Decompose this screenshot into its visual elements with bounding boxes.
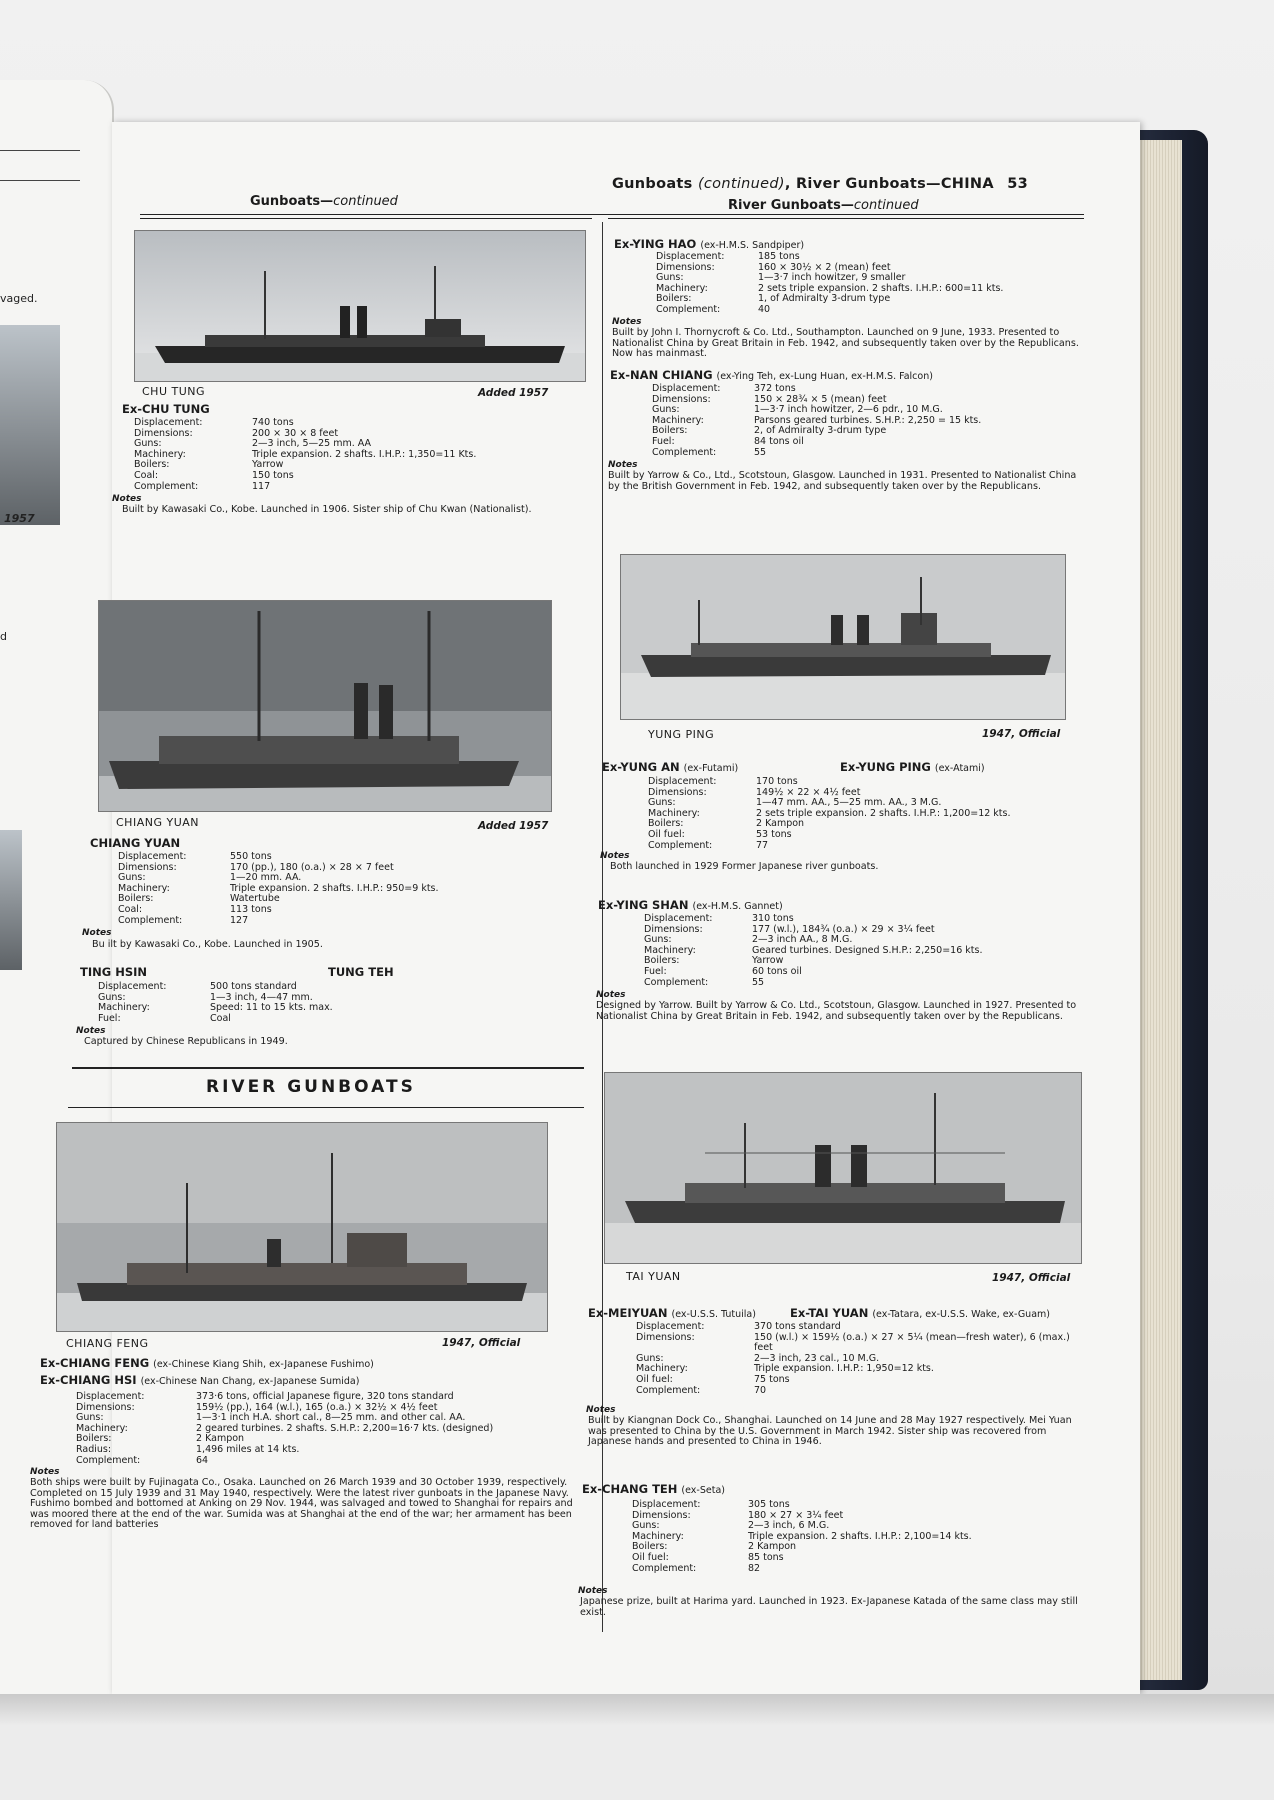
photo-credit: Added 1957 bbox=[478, 387, 549, 399]
spec-value: 75 tons bbox=[754, 1373, 790, 1385]
spec-key: Machinery: bbox=[648, 807, 700, 819]
spec-row bbox=[652, 437, 1082, 448]
spec-key: Dimensions: bbox=[632, 1509, 691, 1521]
ship-former-names: (ex-H.M.S. Gannet) bbox=[692, 901, 783, 912]
notes-text: Captured by Chinese Republicans in 1949. bbox=[84, 1036, 288, 1047]
spec-value: Triple expansion. 2 shafts. I.H.P.: 2,100=14 kts. bbox=[748, 1530, 972, 1542]
spec-value: 2 Kampon bbox=[756, 818, 805, 830]
spec-table bbox=[656, 252, 1076, 316]
spec-row bbox=[98, 1003, 578, 1014]
section-head-gunboats bbox=[250, 194, 398, 209]
spec-row bbox=[134, 482, 584, 493]
spec-value: 2 Kampon bbox=[196, 1433, 245, 1445]
spec-row bbox=[636, 1386, 1086, 1397]
spec-key: Boilers: bbox=[644, 955, 680, 967]
ship-former-names: (ex-Chinese Kiang Shih, ex-Japanese Fushimo) bbox=[153, 1359, 374, 1370]
spec-key: Complement: bbox=[652, 446, 717, 458]
spec-value: 370 tons standard bbox=[754, 1321, 841, 1332]
spec-key: Machinery: bbox=[652, 414, 704, 426]
spec-key: Guns: bbox=[636, 1352, 664, 1364]
spec-table bbox=[134, 418, 584, 492]
spec-row bbox=[648, 830, 1084, 841]
spec-table bbox=[118, 852, 588, 926]
photo-credit: Added 1957 bbox=[478, 820, 549, 832]
spec-key: Boilers: bbox=[652, 425, 688, 437]
photo-credit: 1947, Official bbox=[992, 1272, 1071, 1284]
prev-photo bbox=[0, 830, 22, 970]
spec-key: Dimensions: bbox=[134, 427, 193, 439]
spec-row bbox=[118, 884, 588, 895]
spec-key: Guns: bbox=[134, 438, 162, 450]
ship-title: TUNG TEH bbox=[328, 965, 394, 979]
spec-key: Boilers: bbox=[632, 1541, 668, 1553]
spec-row bbox=[636, 1364, 1086, 1375]
notes-text: Built by Yarrow & Co., Ltd., Scotstoun, Glasgow. Launched in 1931. Presented to Nationalist China by the British Government in Feb. 1942, and subsequently taken over by the Republicans. bbox=[608, 470, 1077, 492]
section-head-italic: continued bbox=[853, 198, 919, 213]
spec-value: 159½ (pp.), 164 (w.l.), 165 (o.a.) × 32½ × 4½ feet bbox=[196, 1401, 438, 1413]
notes-label: Notes bbox=[596, 990, 626, 1000]
spec-key: Dimensions: bbox=[652, 393, 711, 405]
notes-text: Built by John I. Thornycroft & Co. Ltd., Southampton. Launched on 9 June, 1933. Presented to Nationalist China by Great Britain in Feb. 1942, and subsequently taken over by the Republicans. Now has mainmast. bbox=[612, 327, 1079, 360]
spec-row bbox=[636, 1333, 1086, 1354]
spec-value: 2—3 inch AA., 8 M.G. bbox=[752, 934, 853, 946]
spec-row bbox=[656, 305, 1076, 316]
spec-row bbox=[652, 448, 1082, 459]
section-head-bold: River Gunboats— bbox=[728, 198, 854, 213]
photo-caption: CHIANG FENG bbox=[66, 1337, 149, 1350]
spec-value: 1—3·7 inch howitzer, 2—6 pdr., 10 M.G. bbox=[754, 404, 943, 416]
spec-key: Guns: bbox=[98, 991, 126, 1003]
spec-key: Guns: bbox=[652, 404, 680, 416]
photo-credit: 1947, Official bbox=[982, 728, 1061, 740]
notes-label: Notes bbox=[30, 1467, 60, 1477]
spec-row bbox=[648, 777, 1084, 788]
prev-rule bbox=[0, 150, 80, 151]
spec-value: 170 tons bbox=[756, 776, 798, 787]
spec-key: Machinery: bbox=[644, 944, 696, 956]
section-rule bbox=[608, 218, 1084, 219]
running-head-continued: (continued) bbox=[697, 176, 785, 192]
spec-value: 84 tons oil bbox=[754, 435, 804, 447]
spec-value: Watertube bbox=[230, 893, 280, 905]
spec-key: Complement: bbox=[656, 303, 721, 315]
spec-row bbox=[644, 914, 1084, 925]
spec-key: Oil fuel: bbox=[636, 1373, 673, 1385]
spec-value: 2 geared turbines. 2 shafts. S.H.P.: 2,200=16·7 kts. (designed) bbox=[196, 1422, 494, 1434]
ship-title bbox=[582, 1482, 725, 1496]
spec-key: Complement: bbox=[118, 914, 183, 926]
ship-title: Ex-CHU TUNG bbox=[122, 402, 210, 416]
spec-row bbox=[76, 1445, 586, 1456]
book-page bbox=[30, 122, 1140, 1694]
spec-table bbox=[644, 914, 1084, 988]
spec-key: Guns: bbox=[656, 272, 684, 284]
spec-row bbox=[644, 967, 1084, 978]
spec-value: 305 tons bbox=[748, 1499, 790, 1510]
notes-text: Built by Kiangnan Dock Co., Shanghai. Launched on 14 June and 28 May 1927 respectively. Mei Yuan was presented to China by the U.S. Government in March 1942. Sister ship was recovered from Japanese hands and presented to China in 1946. bbox=[588, 1415, 1072, 1448]
ship-title bbox=[598, 898, 783, 912]
spec-value: 1—3 inch, 4—47 mm. bbox=[210, 991, 313, 1003]
notes-text: Japanese prize, built at Harima yard. Launched in 1923. Ex-Japanese Katada of the same class may still exist. bbox=[580, 1596, 1078, 1618]
spec-value: 550 tons bbox=[230, 851, 272, 862]
notes-text: Designed by Yarrow. Built by Yarrow & Co. Ltd., Scotstoun, Glasgow. Launched in 1927. Presented to Nationalist China by Great Britain in Feb. 1942, and subsequently taken over by the Republicans. bbox=[596, 1000, 1077, 1022]
spec-value: 1, of Admiralty 3-drum type bbox=[758, 293, 891, 305]
notes-text: Bu ilt by Kawasaki Co., Kobe. Launched in 1905. bbox=[92, 939, 323, 950]
spec-table bbox=[98, 982, 578, 1024]
spec-key: Displacement: bbox=[98, 981, 167, 992]
ship-former-names: (ex-Seta) bbox=[681, 1485, 725, 1496]
spec-table bbox=[648, 777, 1084, 851]
spec-row bbox=[644, 946, 1084, 957]
spec-value: Yarrow bbox=[752, 955, 784, 967]
spec-row bbox=[134, 471, 584, 482]
spec-key: Machinery: bbox=[656, 282, 708, 294]
spec-value: 149½ × 22 × 4½ feet bbox=[756, 786, 861, 798]
spec-row bbox=[118, 894, 588, 905]
spec-row bbox=[98, 1014, 578, 1025]
running-head-title: Gunboats bbox=[611, 176, 693, 192]
ship-name: Ex-MEIYUAN bbox=[588, 1306, 668, 1320]
spec-table bbox=[76, 1392, 586, 1466]
ship-name: Ex-YUNG PING bbox=[840, 760, 931, 774]
spec-row bbox=[632, 1511, 1088, 1522]
ship-name: Ex-YUNG AN bbox=[602, 760, 680, 774]
ship-name: Ex-YING HAO bbox=[614, 237, 697, 251]
spec-row bbox=[632, 1532, 1088, 1543]
spec-value: 2 Kampon bbox=[748, 1541, 797, 1553]
ship-name: Ex-YING SHAN bbox=[598, 898, 689, 912]
spec-row bbox=[644, 925, 1084, 936]
ship-title: TING HSIN bbox=[80, 965, 148, 979]
spec-value: 160 × 30½ × 2 (mean) feet bbox=[758, 261, 891, 273]
spec-row bbox=[632, 1500, 1088, 1511]
ship-title bbox=[588, 1306, 756, 1320]
spec-key: Displacement: bbox=[644, 913, 713, 924]
spec-value: 1—20 mm. AA. bbox=[230, 872, 302, 884]
spec-key: Oil fuel: bbox=[648, 828, 685, 840]
photo-caption: CHIANG YUAN bbox=[116, 816, 199, 829]
ship-photo-chiang-feng bbox=[56, 1122, 548, 1332]
spec-key: Displacement: bbox=[656, 251, 725, 262]
photo-caption: CHU TUNG bbox=[142, 385, 206, 398]
heading-rule bbox=[68, 1107, 584, 1108]
spec-value: Triple expansion. 2 shafts. I.H.P.: 950=9 kts. bbox=[230, 882, 439, 894]
spec-key: Complement: bbox=[134, 480, 199, 492]
spec-value: Triple expansion. I.H.P.: 1,950=12 kts. bbox=[754, 1363, 934, 1375]
heading-rule bbox=[72, 1067, 584, 1069]
ship-photo-chiang-yuan bbox=[98, 600, 552, 812]
spec-key: Complement: bbox=[76, 1454, 141, 1466]
spec-table bbox=[632, 1500, 1088, 1574]
spec-row bbox=[134, 450, 584, 461]
spec-key: Dimensions: bbox=[644, 923, 703, 935]
spec-value: 117 bbox=[252, 480, 271, 492]
spec-value: 500 tons standard bbox=[210, 981, 297, 992]
spec-value: 55 bbox=[754, 446, 767, 458]
notes-text: Built by Kawasaki Co., Kobe. Launched in 1906. Sister ship of Chu Kwan (Nationalist). bbox=[122, 504, 532, 515]
spec-row bbox=[644, 956, 1084, 967]
prev-photo bbox=[0, 325, 60, 525]
spec-key: Machinery: bbox=[118, 882, 170, 894]
running-head bbox=[612, 176, 1028, 192]
spec-key: Complement: bbox=[648, 839, 713, 851]
ship-name: Ex-NAN CHIANG bbox=[610, 368, 713, 382]
section-head-italic: continued bbox=[333, 194, 398, 209]
spec-row bbox=[118, 852, 588, 863]
spec-key: Fuel: bbox=[644, 965, 667, 977]
spec-value: Coal bbox=[210, 1012, 231, 1024]
ship-title: CHIANG YUAN bbox=[90, 836, 181, 850]
spec-value: 85 tons bbox=[748, 1551, 784, 1563]
ship-title bbox=[614, 237, 804, 251]
spec-value: 150 × 28¾ × 5 (mean) feet bbox=[754, 393, 887, 405]
spec-value: Parsons geared turbines. S.H.P.: 2,250 = 15 kts. bbox=[754, 414, 982, 426]
spec-key: Machinery: bbox=[632, 1530, 684, 1542]
ship-name: Ex-CHIANG HSI bbox=[40, 1373, 137, 1387]
spec-key: Machinery: bbox=[636, 1363, 688, 1375]
notes-label: Notes bbox=[82, 928, 112, 938]
spec-row bbox=[652, 384, 1082, 395]
spec-table bbox=[636, 1322, 1086, 1396]
ship-photo-yung-ping bbox=[620, 554, 1066, 720]
spec-row bbox=[76, 1424, 586, 1435]
spec-key: Guns: bbox=[632, 1520, 660, 1532]
ship-name: Ex-CHIANG FENG bbox=[40, 1356, 150, 1370]
spec-value: 64 bbox=[196, 1454, 209, 1466]
section-head-bold: Gunboats— bbox=[250, 194, 334, 209]
spec-value: 180 × 27 × 3¼ feet bbox=[748, 1509, 844, 1521]
spec-value: 70 bbox=[754, 1384, 767, 1396]
spec-key: Boilers: bbox=[656, 293, 692, 305]
spec-row bbox=[134, 460, 584, 471]
ship-photo-chu-tung bbox=[134, 230, 586, 382]
spec-value: Speed: 11 to 15 kts. max. bbox=[210, 1002, 333, 1014]
notes-label: Notes bbox=[608, 460, 638, 470]
spec-key: Displacement: bbox=[134, 417, 203, 428]
spec-value: 82 bbox=[748, 1562, 761, 1574]
spec-key: Guns: bbox=[648, 797, 676, 809]
ship-title bbox=[790, 1306, 1050, 1320]
spec-value: 185 tons bbox=[758, 251, 800, 262]
spec-value: 40 bbox=[758, 303, 771, 315]
section-head-river-gunboats bbox=[728, 198, 919, 213]
spec-row bbox=[76, 1456, 586, 1467]
spec-key: Coal: bbox=[118, 903, 143, 915]
spec-value: 1—3·7 inch howitzer, 9 smaller bbox=[758, 272, 906, 284]
spec-key: Displacement: bbox=[118, 851, 187, 862]
spec-key: Dimensions: bbox=[656, 261, 715, 273]
ship-former-names: (ex-H.M.S. Sandpiper) bbox=[700, 240, 805, 251]
spec-row bbox=[98, 982, 578, 993]
notes-label: Notes bbox=[600, 851, 630, 861]
ship-name: Ex-CHANG TEH bbox=[582, 1482, 678, 1496]
spec-row bbox=[636, 1375, 1086, 1386]
prev-text-fragment: d bbox=[0, 630, 7, 643]
spec-row bbox=[648, 841, 1084, 852]
spec-key: Fuel: bbox=[652, 435, 675, 447]
spec-row bbox=[652, 426, 1082, 437]
spec-value: Triple expansion. 2 shafts. I.H.P.: 1,350=11 Kts. bbox=[252, 448, 477, 460]
spec-key: Boilers: bbox=[118, 893, 154, 905]
spec-row bbox=[656, 252, 1076, 263]
ship-title bbox=[610, 368, 933, 382]
spec-key: Dimensions: bbox=[118, 861, 177, 873]
spec-key: Displacement: bbox=[636, 1321, 705, 1332]
spec-value: 2—3 inch, 5—25 mm. AA bbox=[252, 438, 372, 450]
ship-former-names: (ex-Chinese Nan Chang, ex-Japanese Sumida) bbox=[140, 1376, 360, 1387]
spec-value: 2 sets triple expansion. 2 shafts. I.H.P.: 600=11 kts. bbox=[758, 282, 1004, 294]
spec-key: Displacement: bbox=[648, 776, 717, 787]
notes-text: Both launched in 1929 Former Japanese river gunboats. bbox=[610, 861, 879, 872]
spec-value: 200 × 30 × 8 feet bbox=[252, 427, 339, 439]
ship-photo-tai-yuan bbox=[604, 1072, 1082, 1264]
spec-key: Coal: bbox=[134, 469, 159, 481]
spec-row bbox=[644, 978, 1084, 989]
notes-label: Notes bbox=[76, 1026, 106, 1036]
spec-row bbox=[118, 905, 588, 916]
spec-value: 177 (w.l.), 184¾ (o.a.) × 29 × 3¼ feet bbox=[752, 923, 935, 935]
spec-value: 2, of Admiralty 3-drum type bbox=[754, 425, 887, 437]
spec-row bbox=[76, 1392, 586, 1403]
spec-value: 127 bbox=[230, 914, 249, 926]
ship-title bbox=[840, 760, 985, 774]
spec-key: Boilers: bbox=[648, 818, 684, 830]
ship-former-names: (ex-Tatara, ex-U.S.S. Wake, ex-Guam) bbox=[872, 1309, 1050, 1320]
spec-row bbox=[118, 916, 588, 927]
head-rule bbox=[140, 214, 1084, 215]
prev-text-fragment: 1957 bbox=[4, 512, 35, 525]
spec-key: Complement: bbox=[644, 976, 709, 988]
spec-key: Radius: bbox=[76, 1443, 112, 1455]
photo-caption: TAI YUAN bbox=[626, 1270, 681, 1283]
spec-row bbox=[632, 1542, 1088, 1553]
spec-key: Guns: bbox=[76, 1412, 104, 1424]
section-rule bbox=[140, 218, 592, 219]
ship-name: Ex-TAI YUAN bbox=[790, 1306, 869, 1320]
spec-row bbox=[76, 1434, 586, 1445]
spec-key: Guns: bbox=[644, 934, 672, 946]
ship-former-names: (ex-Atami) bbox=[934, 763, 985, 774]
spec-key: Machinery: bbox=[76, 1422, 128, 1434]
spec-row bbox=[118, 863, 588, 874]
spec-key: Displacement: bbox=[632, 1499, 701, 1510]
spec-key: Oil fuel: bbox=[632, 1551, 669, 1563]
notes-text: Both ships were built by Fujinagata Co., Osaka. Launched on 26 March 1939 and 30 October 1939, respectively. Completed on 15 July 1939 and 31 May 1940, respectively. Were the latest river gunboats in the Japanese Navy. Fushimo bombed and bottomed at Anking on 29 Nov. 1944, was salvaged and towed to Shanghai for repairs and was moored there at the end of the war. Sumida was at Shanghai at the end of the war; her armament has been removed for land batteries bbox=[30, 1477, 573, 1531]
spec-key: Dimensions: bbox=[648, 786, 707, 798]
ship-title bbox=[40, 1356, 374, 1370]
photo-credit: 1947, Official bbox=[442, 1337, 521, 1349]
spec-table bbox=[652, 384, 1082, 458]
spec-value: 1—3·1 inch H.A. short cal., 8—25 mm. and other cal. AA. bbox=[196, 1412, 466, 1424]
spec-value: Yarrow bbox=[252, 459, 284, 471]
spec-value: 60 tons oil bbox=[752, 965, 802, 977]
spec-key: Complement: bbox=[636, 1384, 701, 1396]
spec-row bbox=[134, 418, 584, 429]
spec-value: 1,496 miles at 14 kts. bbox=[196, 1443, 300, 1455]
ship-former-names: (ex-U.S.S. Tutuila) bbox=[671, 1309, 756, 1320]
spec-key: Fuel: bbox=[98, 1012, 121, 1024]
ship-title bbox=[40, 1373, 359, 1387]
spec-row bbox=[648, 819, 1084, 830]
spec-value: 113 tons bbox=[230, 903, 272, 915]
running-head-subtitle: , River Gunboats—CHINA bbox=[784, 176, 994, 192]
spec-value: 55 bbox=[752, 976, 765, 988]
spec-key: Displacement: bbox=[652, 383, 721, 394]
table-surface-bottom bbox=[0, 1694, 1274, 1800]
prev-text-fragment: vaged. bbox=[0, 292, 38, 305]
spec-row bbox=[648, 809, 1084, 820]
spec-value: 170 (pp.), 180 (o.a.) × 28 × 7 feet bbox=[230, 861, 394, 873]
spec-row bbox=[632, 1553, 1088, 1564]
spec-value: 373·6 tons, official Japanese figure, 320 tons standard bbox=[196, 1391, 454, 1402]
ship-title bbox=[602, 760, 738, 774]
spec-value: 53 tons bbox=[756, 828, 792, 840]
notes-label: Notes bbox=[586, 1405, 616, 1415]
photo-caption: YUNG PING bbox=[648, 728, 715, 741]
spec-value: 2—3 inch, 23 cal., 10 M.G. bbox=[754, 1352, 880, 1364]
ship-former-names: (ex-Ying Teh, ex-Lung Huan, ex-H.M.S. Falcon) bbox=[716, 371, 933, 382]
spec-value: 77 bbox=[756, 839, 769, 851]
spec-key: Dimensions: bbox=[76, 1401, 135, 1413]
spec-key: Dimensions: bbox=[636, 1331, 695, 1343]
spec-value: 2 sets triple expansion. 2 shafts. I.H.P.: 1,200=12 kts. bbox=[756, 807, 1011, 819]
spec-value: 2—3 inch, 6 M.G. bbox=[748, 1520, 830, 1532]
spec-key: Machinery: bbox=[134, 448, 186, 460]
spec-key: Machinery: bbox=[98, 1002, 150, 1014]
spec-key: Displacement: bbox=[76, 1391, 145, 1402]
spec-key: Guns: bbox=[118, 872, 146, 884]
prev-rule bbox=[0, 180, 80, 181]
spec-value: 310 tons bbox=[752, 913, 794, 924]
spec-value: 372 tons bbox=[754, 383, 796, 394]
spec-row bbox=[636, 1322, 1086, 1333]
river-gunboats-heading: RIVER GUNBOATS bbox=[206, 1077, 416, 1097]
spec-key: Boilers: bbox=[134, 459, 170, 471]
spec-value: 150 tons bbox=[252, 469, 294, 481]
page-number: 53 bbox=[1007, 176, 1028, 192]
spec-row bbox=[98, 993, 578, 1004]
spec-value: 740 tons bbox=[252, 417, 294, 428]
page-edges bbox=[1136, 140, 1182, 1680]
notes-label: Notes bbox=[578, 1586, 608, 1596]
spec-key: Complement: bbox=[632, 1562, 697, 1574]
spec-value: Geared turbines. Designed S.H.P.: 2,250=16 kts. bbox=[752, 944, 983, 956]
spec-value: 150 (w.l.) × 159½ (o.a.) × 27 × 5¼ (mean—fresh water), 6 (max.) feet bbox=[754, 1331, 1070, 1354]
spec-key: Boilers: bbox=[76, 1433, 112, 1445]
notes-label: Notes bbox=[112, 494, 142, 504]
notes-label: Notes bbox=[612, 317, 642, 327]
spec-row bbox=[632, 1564, 1088, 1575]
spec-value: 1—47 mm. AA., 5—25 mm. AA., 3 M.G. bbox=[756, 797, 942, 809]
ship-former-names: (ex-Futami) bbox=[683, 763, 739, 774]
